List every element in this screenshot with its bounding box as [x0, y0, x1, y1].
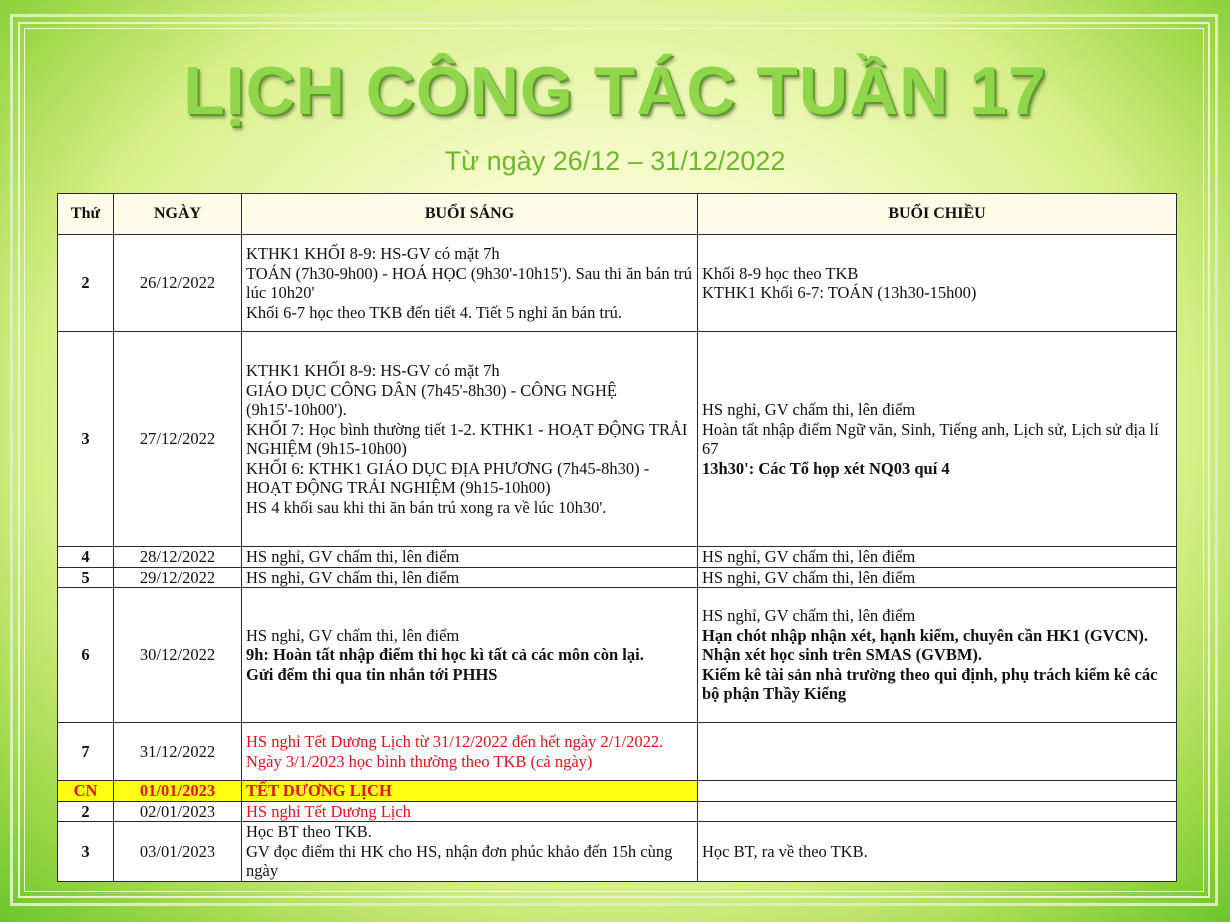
cell-buoi-chieu: [698, 801, 1177, 822]
cell-buoi-chieu: [698, 567, 1177, 588]
cell-buoi-sang: [242, 801, 698, 822]
page-title: LỊCH CÔNG TÁC TUẦN 17: [183, 53, 1047, 129]
schedule-table: [57, 193, 1177, 882]
cell-text-line: Học BT theo TKB.: [246, 822, 372, 841]
table-row: [58, 588, 1177, 723]
cell-text-line: HS nghỉ, GV chấm thi, lên điểm: [702, 567, 916, 587]
cell-text-line: Hoàn tất nhập điểm Ngữ văn, Sinh, Tiếng anh, Lịch sử, Lịch sử địa lí 67: [702, 419, 1159, 458]
cell-text-line: KTHK1 KHỐI 8-9: HS-GV có mặt 7h: [246, 244, 500, 263]
cell-buoi-sang: [242, 781, 698, 802]
cell-thu: 2: [58, 801, 114, 822]
cell-buoi-chieu: [698, 822, 1177, 882]
cell-text-line: TẾT DƯƠNG LỊCH: [246, 781, 392, 800]
page-subtitle: Từ ngày 26/12 – 31/12/2022: [444, 146, 786, 176]
header-buoi-chieu: BUỔI CHIỀU: [698, 194, 1177, 235]
cell-text-line: HS nghỉ, GV chấm thi, lên điểm: [702, 400, 916, 419]
cell-ngay: 01/01/2023: [114, 781, 242, 802]
table-row: [58, 547, 1177, 568]
cell-buoi-sang: [242, 547, 698, 568]
cell-buoi-sang: [242, 822, 698, 882]
cell-ngay: 28/12/2022: [114, 547, 242, 568]
cell-buoi-chieu: [698, 781, 1177, 802]
cell-text-line: HS 4 khối sau khi thi ăn bán trú xong ra về lúc 10h30'.: [246, 497, 607, 517]
cell-buoi-sang: [242, 235, 698, 332]
cell-buoi-chieu: [698, 723, 1177, 781]
cell-text-line: HS nghỉ, GV chấm thi, lên điểm: [246, 567, 460, 587]
cell-text-line: Học BT, ra về theo TKB.: [702, 841, 868, 861]
cell-ngay: 26/12/2022: [114, 235, 242, 332]
cell-text-line: HS nghỉ, GV chấm thi, lên điểm: [702, 606, 916, 626]
cell-ngay: 30/12/2022: [114, 588, 242, 723]
cell-text-line: 9h: Hoàn tất nhập điểm thi học kì tất cả các môn còn lại.: [246, 645, 644, 665]
cell-buoi-sang: [242, 723, 698, 781]
cell-text-line: HS nghỉ Tết Dương Lịch từ 31/12/2022 đến hết ngày 2/1/2022. Ngày 3/1/2023 học bình thường theo TKB (cả ngày): [246, 732, 664, 771]
cell-text-line: Kiểm kê tài sản nhà trường theo qui định, phụ trách kiểm kê các bộ phận Thầy Kiểng: [702, 664, 1158, 704]
schedule-body: [58, 235, 1177, 882]
table-row: [58, 332, 1177, 547]
header-buoi-sang: BUỔI SÁNG: [242, 194, 698, 235]
cell-text-line: Gửi đểm thi qua tin nhắn tới PHHS: [246, 664, 498, 684]
cell-buoi-chieu: [698, 332, 1177, 547]
table-row: [58, 567, 1177, 588]
cell-ngay: 03/01/2023: [114, 822, 242, 882]
cell-thu: 2: [58, 235, 114, 332]
cell-text-line: 13h30': Các Tổ họp xét NQ03 quí 4: [702, 458, 950, 478]
cell-text-line: HS nghỉ, GV chấm thi, lên điểm: [702, 547, 916, 566]
cell-ngay: 29/12/2022: [114, 567, 242, 588]
cell-thu: 7: [58, 723, 114, 781]
cell-thu: 5: [58, 567, 114, 588]
cell-ngay: 31/12/2022: [114, 723, 242, 781]
cell-text-line: HS nghỉ, GV chấm thi, lên điểm: [246, 547, 460, 566]
table-row: [58, 781, 1177, 802]
header-ngay: NGÀY: [114, 194, 242, 235]
cell-buoi-chieu: [698, 235, 1177, 332]
cell-ngay: 27/12/2022: [114, 332, 242, 547]
table-row: [58, 235, 1177, 332]
cell-ngay: 02/01/2023: [114, 801, 242, 822]
cell-text-line: GV đọc điểm thi HK cho HS, nhận đơn phúc khảo đến 15h cùng ngày: [246, 841, 673, 880]
cell-text-line: Khối 6-7 học theo TKB đến tiết 4. Tiết 5 nghỉ ăn bán trú.: [246, 302, 622, 322]
cell-thu: CN: [58, 781, 114, 802]
cell-thu: 3: [58, 822, 114, 882]
cell-text-line: HS nghỉ Tết Dương Lịch: [246, 801, 411, 821]
cell-buoi-sang: [242, 332, 698, 547]
cell-buoi-sang: [242, 567, 698, 588]
table-header-row: [58, 194, 1177, 235]
cell-text-line: KHỐI 6: KTHK1 GIÁO DỤC ĐỊA PHƯƠNG (7h45-8h30) - HOẠT ĐỘNG TRẢI NGHIỆM (9h15-10h00): [246, 458, 650, 497]
cell-buoi-chieu: [698, 547, 1177, 568]
table-row: [58, 822, 1177, 882]
cell-text-line: HS nghỉ, GV chấm thi, lên điểm: [246, 625, 460, 645]
cell-thu: 6: [58, 588, 114, 723]
cell-text-line: KTHK1 Khối 6-7: TOÁN (13h30-15h00): [702, 283, 977, 302]
cell-text-line: Khối 8-9 học theo TKB: [702, 263, 859, 283]
cell-text-line: TOÁN (7h30-9h00) - HOÁ HỌC (9h30'-10h15'). Sau thi ăn bán trú lúc 10h20': [246, 263, 693, 302]
cell-text-line: KTHK1 KHỐI 8-9: HS-GV có mặt 7h: [246, 361, 500, 380]
cell-thu: 3: [58, 332, 114, 547]
table-row: [58, 723, 1177, 781]
cell-text-line: Hạn chót nhập nhận xét, hạnh kiểm, chuyên cần HK1 (GVCN). Nhận xét học sinh trên SMAS (GVBM).: [702, 625, 1149, 665]
cell-text-line: KHỐI 7: Học bình thường tiết 1-2. KTHK1 - HOẠT ĐỘNG TRẢI NGHIỆM (9h15-10h00): [246, 419, 688, 458]
header-thu: Thứ: [58, 194, 114, 235]
cell-thu: 4: [58, 547, 114, 568]
cell-buoi-chieu: [698, 588, 1177, 723]
cell-buoi-sang: [242, 588, 698, 723]
cell-text-line: GIÁO DỤC CÔNG DÂN (7h45'-8h30) - CÔNG NGHỆ (9h15'-10h00').: [246, 380, 617, 419]
table-row: [58, 801, 1177, 822]
